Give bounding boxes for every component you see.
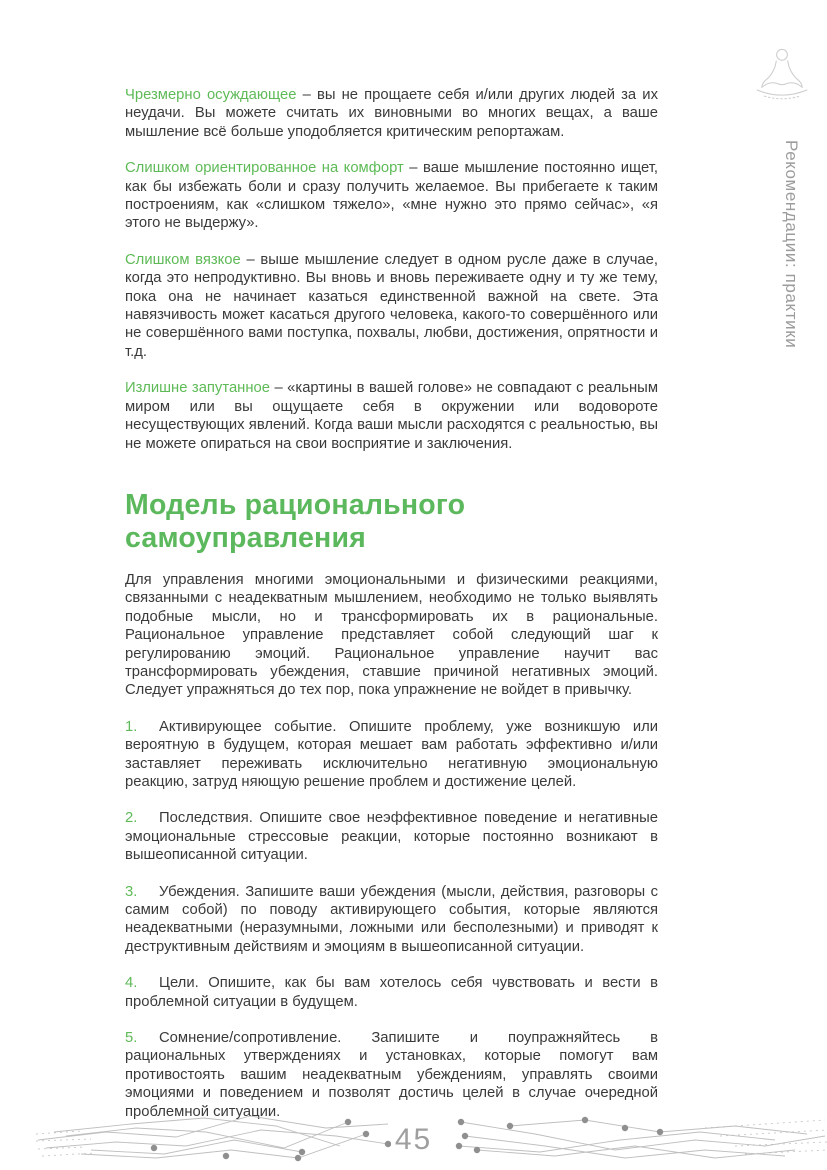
step-text: Сомнение/сопротивление. Запишите и поупражняйтесь в рациональных утверждениях и установках, которые помогут вам противостоять вашим неадекватным убеждениям, управлять своими эмоциями и поведением и позволят достичь целей в случае очередной проблемной ситуации.	[125, 1030, 658, 1120]
definition-text: – выше мышление следует в одном русле даже в случае, когда это непродуктивно. Вы вновь и вновь переживаете одну и ту же тему, пока она не начинает казаться единственной важной на свете. Эта навязчивость может касаться другого человека, какого-то совершённого или не совершённого вами поступка, похвалы, любви, достижения, опрятности и т.д.	[125, 251, 658, 360]
section-heading: Модель рационального самоуправления	[125, 488, 466, 555]
definition-term: Слишком вязкое	[125, 251, 241, 268]
page-content	[125, 86, 658, 1139]
step-number: 1.	[125, 718, 138, 735]
definition-paragraph	[125, 86, 658, 141]
step-text: Последствия. Опишите свое неэффективное поведение и негативные эмоциональные стрессовые реакции, которые постоянно возникают в вышеописанной ситуации.	[125, 810, 658, 864]
step-text: Убеждения. Запишите ваши убеждения (мысли, действия, разговоры с самим собой) по поводу активирующего события, которые являются неадекватными (неразумными, ложными или бесполезными) и приводят к деструктивным действиям и эмоциям в вышеописанной ситуации.	[125, 883, 658, 955]
definition-text: – ваше мышление постоянно ищет, как бы избежать боли и сразу получить желаемое. Вы прибегаете к таким построениям, как «слишком тяжело», «мне нужно это прямо сейчас», «я этого не выдержу».	[125, 160, 658, 232]
definition-paragraph	[125, 251, 658, 361]
step-number: 2.	[125, 810, 138, 827]
section-intro: Для управления многими эмоциональными и физическими реакциями, связанными с неадекватным мышлением, необходимо не только выявлять подобные мысли, но и трансформировать их в рациональные. Рациональное управление представляет собой следующий шаг к регулированию эмоций. Рациональное управление научит вас трансформировать убеждения, ставшие причиной негативных эмоций. Следует упражняться до тех пор, пока упражнение не войдет в привычку.	[125, 571, 658, 699]
definition-text: – вы не прощаете себя и/или других людей за их неудачи. Вы можете считать их виновными во многих вещах, а ваше мышление всё больше уподобляется критическим репортажам.	[125, 87, 658, 140]
definition-paragraph	[125, 159, 658, 233]
footer-decoration-left	[36, 1106, 391, 1164]
definition-text: – «картины в вашей голове» не совпадают с реальным миром или вы ощущаете себя в окружении или водовороте несуществующих явлений. Когда ваши мысли расходятся с реальностью, вы не можете опираться на свои восприятие и заключения.	[125, 380, 658, 452]
step-number: 3.	[125, 883, 138, 900]
step-number: 5.	[125, 1030, 138, 1047]
chapter-sidebar-label: Рекомендации: практики	[782, 140, 801, 349]
definition-term: Чрезмерно осуждающее	[125, 87, 297, 103]
step-item	[125, 974, 658, 1011]
definition-term: Слишком ориентированное на комфорт	[125, 160, 404, 177]
step-text: Цели. Опишите, как бы вам хотелось себя чувствовать и вести в проблемной ситуации в будущем.	[125, 975, 658, 1010]
definition-paragraph	[125, 379, 658, 453]
page-footer	[0, 1100, 827, 1170]
definition-term: Излишне запутанное	[125, 380, 270, 397]
step-item	[125, 718, 658, 792]
step-number: 4.	[125, 975, 138, 992]
step-item	[125, 883, 658, 957]
page-number: 45	[394, 1123, 433, 1156]
step-item	[125, 809, 658, 864]
step-text: Активирующее событие. Опишите проблему, уже возникшую или вероятную в будущем, которая мешает вам работать эффективно и/или заставляет переживать исключительно негативную эмоциональную реакцию, затруд няющую решение проблем и достижение целей.	[125, 718, 658, 790]
footer-decoration-right	[455, 1106, 827, 1164]
meditation-person-icon	[753, 46, 811, 106]
